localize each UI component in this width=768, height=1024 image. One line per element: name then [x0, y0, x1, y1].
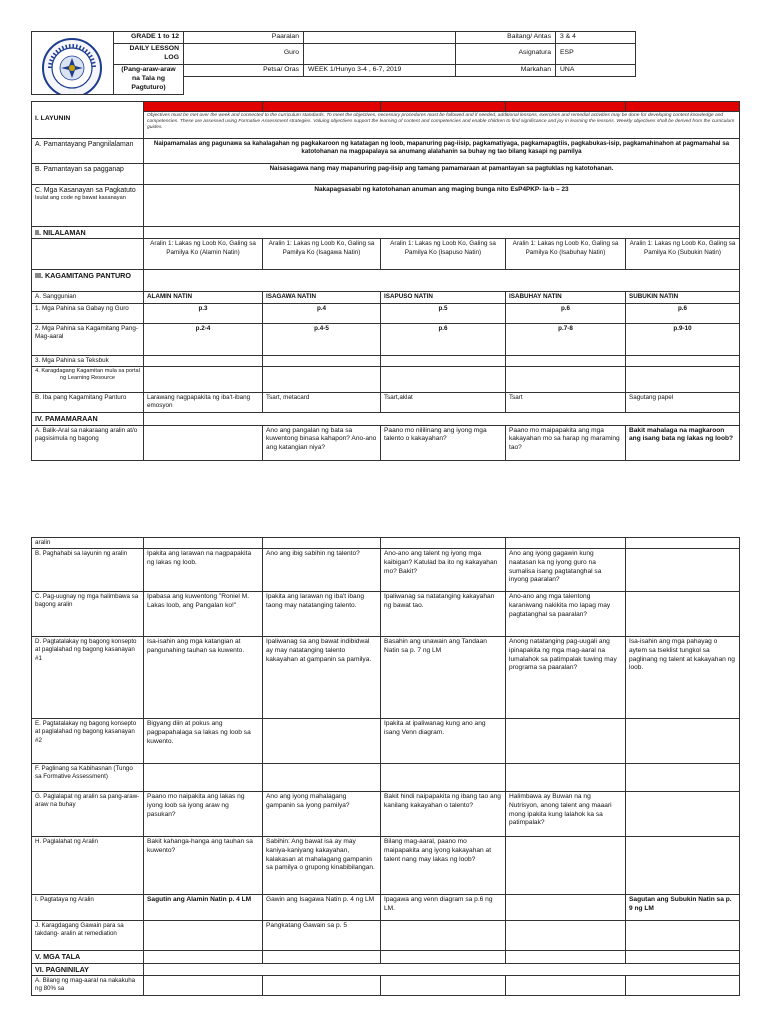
red-bar-1 [144, 101, 263, 111]
gabay-2: p.4 [263, 303, 381, 323]
row-d-2: Ipaliwanag sa ang bawat indibidwal ay may natatanging talento kakayahan at gampanin sa pamilya. [263, 637, 381, 719]
row-g-3: Bakit hindi naipapakita ng ibang tao ang kanilang kakayahan o talento? [381, 792, 506, 837]
gabay-3: p.5 [381, 303, 506, 323]
pagninilay-spacer [144, 963, 740, 976]
row-d-label: D. Pagtatalakay ng bagong konsepto at paglalahad ng bagong kasanayan #1 [32, 637, 144, 719]
tala-2 [263, 951, 381, 964]
cont-4 [506, 538, 626, 549]
row-d-4: Anong natatanging pag-uugali ang ipinapakita ng mga mag-aaral na lumalahok sa patimpalak tuwing may programa sa paaralan? [506, 637, 626, 719]
field-label-asignatura: Asignatura [456, 44, 556, 65]
red-bar-3 [381, 101, 506, 111]
kasanayan-cell [32, 184, 144, 226]
row-c-3: Ipaliwanag sa natatanging kakayahan ng bawat tao. [381, 592, 506, 637]
header-table [31, 31, 740, 95]
cont-3 [381, 538, 506, 549]
row-c-2: Ipakita ang larawan ng iba't ibang taong may natatanging talento. [263, 592, 381, 637]
lesson-5: Aralin 1: Lakas ng Loob Ko, Galing sa Pamilya Ko (Subukin Natin) [626, 239, 740, 270]
row-b-2: Ano ang ibig sabihin ng talento? [263, 549, 381, 592]
main-table-page-1 [31, 101, 740, 461]
row-b-label: B. Paghahabi sa layunin ng aralin [32, 549, 144, 592]
field-label-guro: Guro [184, 44, 304, 65]
row-j-2: Pangkatang Gawain sa p. 5 [263, 921, 381, 951]
iba-4: Tsart [506, 393, 626, 413]
row-g-2: Ano ang iyong mahalagang gampanin sa iyong pamilya? [263, 792, 381, 837]
balik-aral-label: A. Balik-Aral sa nakaraang aralin at/o pagsisimula ng bagong [32, 425, 144, 460]
row-f-5 [626, 764, 740, 792]
row-c-label: C. Pag-uugnay ng mga halimbawa sa bagong aralin [32, 592, 144, 637]
pag-a-5 [626, 976, 740, 996]
kasanayan-text: Nakapagsasabi ng katotohanan anuman ang maging bunga nito EsP4PKP- Ia-b – 23 [144, 184, 740, 226]
field-value-markahan: UNA [556, 64, 636, 76]
iba-3: Tsart,aklat [381, 393, 506, 413]
row-g-1: Paano mo naipakita ang lakas ng iyong loob sa iyong araw ng pasukan? [144, 792, 263, 837]
row-c-1: Ipabasa ang kuwentong "Roniel M. Lakas loob, ang Pangalan ko!" [144, 592, 263, 637]
row-h-3: Bilang mag-aaral, paano mo maipapakita ang iyong kakayahan at talent nang may lakas ng loob? [381, 837, 506, 895]
row-d-1: Isa-isahin ang mga katangian at pangunahing tauhan sa kuwento. [144, 637, 263, 719]
layunin-note: Objectives must be met over the week and connected to the curriculum standards. To meet the objectives, necessary procedures must be followed and if needed, additional lessons, exercises and remedial activities may be done for developing content knowledge and competencies. These are assessed using Formative Assessment strategies. Valuing objectives support the learning of content and competencies and enable children to find significance and joy in learning the lessons. Weekly objectives shall be derived from the curriculum guides. [144, 111, 740, 138]
row-j-3 [381, 921, 506, 951]
row-g-5 [626, 792, 740, 837]
lr-4 [506, 367, 626, 393]
seal-cell [32, 32, 114, 95]
row-i-label: I. Pagtataya ng Aralin [32, 895, 144, 921]
row-f-4 [506, 764, 626, 792]
row-h-5 [626, 837, 740, 895]
balik-aral-1 [144, 425, 263, 460]
row-e-2 [263, 719, 381, 764]
lesson-1: Aralin 1: Lakas ng Loob Ko, Galing sa Pamilya Ko (Alamin Natin) [144, 239, 263, 270]
tala-5 [626, 951, 740, 964]
balik-aral-2: Ano ang pangalan ng bata sa kuwentong binasa kahapon? Ano-ano ang katangian niya? [263, 425, 381, 460]
nilalaman-spacer [144, 226, 740, 239]
iba-1: Larawang nagpapakita ng iba't-ibang emosyon [144, 393, 263, 413]
row-e-4 [506, 719, 626, 764]
pagninilay-label: VI. PAGNINILAY [32, 963, 144, 976]
row-b-1: Ipakita ang larawan na nagpapakita ng lakas ng loob. [144, 549, 263, 592]
row-e-3: Ipakita at ipaliwanag kung ano ang isang Venn diagram. [381, 719, 506, 764]
row-h-4 [506, 837, 626, 895]
field-label-petsa: Petsa/ Oras [184, 64, 304, 76]
kasanayan-label: C. Mga Kasanayan sa Pagkatuto [35, 186, 136, 194]
kagamitang-mag-aaral-label: 2. Mga Pahina sa Kagamitang Pang- Mag-aaral [32, 323, 144, 355]
teksbuk-label: 3. Mga Pahina sa Teksbuk [32, 355, 144, 366]
row-j-label: J. Karagdagang Gawain para sa takdang- aralin at remediation [32, 921, 144, 951]
header-spacer [184, 76, 636, 94]
gabay-4: p.6 [506, 303, 626, 323]
dll-subtitle: (Pang-araw-araw na Tala ng Pagtuturo) [114, 64, 184, 94]
kma-1: p.2-4 [144, 323, 263, 355]
row-i-4 [506, 895, 626, 921]
pamantayang-pangnilalaman-label: A. Pamantayang Pangnilalaman [32, 138, 144, 163]
field-value-paaralan [304, 32, 456, 44]
row-d-3: Basahin ang unawain ang Tandaan Natin sa p. 7 ng LM [381, 637, 506, 719]
row-j-1 [144, 921, 263, 951]
row-h-1: Bakit kahanga-hanga ang tauhan sa kuwento? [144, 837, 263, 895]
row-b-3: Ano-ano ang talent ng iyong mga kaibigan? Katulad ba ito ng kakayahan mo? Bakit? [381, 549, 506, 592]
row-h-2: Sabihin: Ang bawat isa ay may kaniya-kaniyang kakayahan, kalakasan at mahalagang gampanin sa pamilya o grupong kinabibilangan. [263, 837, 381, 895]
pamantayan-pagganap-text: Naisasagawa nang may mapanuring pag-iisip ang tamang pamamaraan at pamantayan sa pagtuklas ng katotohanan. [144, 163, 740, 184]
nilalaman-label: II. NILALAMAN [32, 226, 144, 239]
red-bar-4 [506, 101, 626, 111]
balik-aral-5: Bakit mahalaga na magkaroon ang isang bata ng lakas ng loob? [626, 425, 740, 460]
balik-aral-3: Paano mo nililinang ang iyong mga talento o kakayahan? [381, 425, 506, 460]
lr-3 [381, 367, 506, 393]
red-bar-2 [263, 101, 381, 111]
col-head-isagawa: ISAGAWA NATIN [263, 292, 381, 303]
row-b-4: Ano ang iyong gagawin kung naatasan ka ng iyong guro na sumalisa isang pagtatanghal sa inyong paaralan? [506, 549, 626, 592]
field-label-baitang: Baitang/ Antas [456, 32, 556, 44]
row-e-1: Bigyang diin at pokus ang pagpapahalaga sa lakas ng loob sa kuwento. [144, 719, 263, 764]
col-head-subukin: SUBUKIN NATIN [626, 292, 740, 303]
aralin-continued: aralin [32, 538, 144, 549]
pagninilay-a-label: A. Bilang ng mag-aaral na nakakuha ng 80% sa [32, 976, 144, 996]
row-e-label: E. Pagtatalakay ng bagong konsepto at paglalahad ng bagong kasanayan #2 [32, 719, 144, 764]
gabay-5: p.6 [626, 303, 740, 323]
field-value-petsa: WEEK 1/Hunyo 3-4 , 6-7, 2019 [304, 64, 456, 76]
main-table-page-2 [31, 537, 740, 996]
kma-2: p.4-5 [263, 323, 381, 355]
lr-5 [626, 367, 740, 393]
col-head-isapuso: ISAPUSO NATIN [381, 292, 506, 303]
row-i-5: Sagutan ang Subukin Natin sa p. 9 ng LM [626, 895, 740, 921]
field-label-paaralan: Paaralan [184, 32, 304, 44]
page-2 [31, 537, 739, 996]
row-j-4 [506, 921, 626, 951]
mga-tala-label: V. MGA TALA [32, 951, 144, 964]
row-i-3: Ipagawa ang venn diagram sa p.6 ng LM. [381, 895, 506, 921]
cont-2 [263, 538, 381, 549]
lesson-4: Aralin 1: Lakas ng Loob Ko, Galing sa Pamilya Ko (Isabuhay Natin) [506, 239, 626, 270]
lr-2 [263, 367, 381, 393]
row-i-1: Sagutin ang Alamin Natin p. 4 LM [144, 895, 263, 921]
lr-label: 4. Karagdagang Kagamitan mula sa portal ng Learning Resource [32, 367, 144, 393]
tala-3 [381, 951, 506, 964]
col-head-isabuhay: ISABUHAY NATIN [506, 292, 626, 303]
row-c-4: Ano-ano ang mga talentong karaniwang nakikita mo lapag may pagtatanghal sa paaralan? [506, 592, 626, 637]
deped-seal-icon [41, 37, 103, 94]
pag-a-2 [263, 976, 381, 996]
pag-a-3 [381, 976, 506, 996]
pamantayang-pangnilalaman-text: Naipamamalas ang pagunawa sa kahalagahan ng pagkakaroon ng katatagan ng loob, mapanuring pag-iisip, pagkamatiyaga, pagkamapagtiis, pagkabukas-isip, pagkamahinahon at pagmamahal sa katotohanan na magpapalaya sa anumang alalahanin sa buhay ng tao bilang kasapi ng pamilya [144, 138, 740, 163]
row-g-label: G. Paglalapat ng aralin sa pang-araw- araw na buhay [32, 792, 144, 837]
row-f-1 [144, 764, 263, 792]
row-f-2 [263, 764, 381, 792]
kasanayan-sublabel: Isulat ang code ng bawat kasanayan [35, 195, 126, 202]
teksbuk-1 [144, 355, 263, 366]
row-e-5 [626, 719, 740, 764]
teksbuk-2 [263, 355, 381, 366]
header-blank [636, 32, 740, 95]
lesson-3: Aralin 1: Lakas ng Loob Ko, Galing sa Pamilya Ko (Isapuso Natin) [381, 239, 506, 270]
row-f-3 [381, 764, 506, 792]
pamamaraan-spacer [144, 413, 740, 426]
pag-a-4 [506, 976, 626, 996]
teksbuk-4 [506, 355, 626, 366]
kma-5: p.9-10 [626, 323, 740, 355]
row-j-5 [626, 921, 740, 951]
pag-a-1 [144, 976, 263, 996]
pamamaraan-label: IV. PAMAMARAAN [32, 413, 144, 426]
pamantayan-pagganap-label: B. Pamantayan sa pagganap [32, 163, 144, 184]
cont-5 [626, 538, 740, 549]
row-b-5 [626, 549, 740, 592]
row-d-5: Isa-isahin ang mga pahayag o aytem sa tseklist tungkol sa paglinang ng talent at kakayahan ng loob. [626, 637, 740, 719]
row-g-4: Halimbawa ay Buwan na ng Nutrisyon, anong talent ang maaari mong ipakita kung lalahok ka sa patimpalak? [506, 792, 626, 837]
iba-2: Tsart, metacard [263, 393, 381, 413]
field-value-baitang: 3 & 4 [556, 32, 636, 44]
row-h-label: H. Paglalahat ng Aralin [32, 837, 144, 895]
tala-1 [144, 951, 263, 964]
gabay-label: 1. Mga Pahina sa Gabay ng Guro [32, 303, 144, 323]
red-bar-5 [626, 101, 740, 111]
balik-aral-4: Paano mo maipapakita ang mga kakayahan mo sa harap ng maraming tao? [506, 425, 626, 460]
teksbuk-5 [626, 355, 740, 366]
kma-4: p.7-8 [506, 323, 626, 355]
col-head-alamin: ALAMIN NATIN [144, 292, 263, 303]
iba-label: B. Iba pang Kagamitang Panturo [32, 393, 144, 413]
kma-3: p.6 [381, 323, 506, 355]
kagamitang-label: III. KAGAMITANG PANTURO [32, 270, 144, 292]
tala-4 [506, 951, 626, 964]
nilalaman-blank [32, 239, 144, 270]
lr-1 [144, 367, 263, 393]
row-f-label: F. Paglinang sa Kabihasnan (Tungo sa Formative Assessment) [32, 764, 144, 792]
lesson-2: Aralin 1: Lakas ng Loob Ko, Galing sa Pamilya Ko (Isagawa Natin) [263, 239, 381, 270]
kagamitang-spacer [144, 270, 740, 292]
field-label-markahan: Markahan [456, 64, 556, 76]
grade-label: GRADE 1 to 12 [114, 32, 184, 44]
layunin-label: I. LAYUNIN [32, 101, 144, 138]
gabay-1: p.3 [144, 303, 263, 323]
page-1 [31, 31, 739, 461]
cont-1 [144, 538, 263, 549]
field-value-guro [304, 44, 456, 65]
iba-5: Sagutang papel [626, 393, 740, 413]
sanggunian-label: A. Sanggunian [32, 292, 144, 303]
row-i-2: Gawin ang Isagawa Natin p. 4 ng LM [263, 895, 381, 921]
row-c-5 [626, 592, 740, 637]
teksbuk-3 [381, 355, 506, 366]
field-value-asignatura: ESP [556, 44, 636, 65]
dll-title: DAILY LESSON LOG [114, 44, 184, 65]
